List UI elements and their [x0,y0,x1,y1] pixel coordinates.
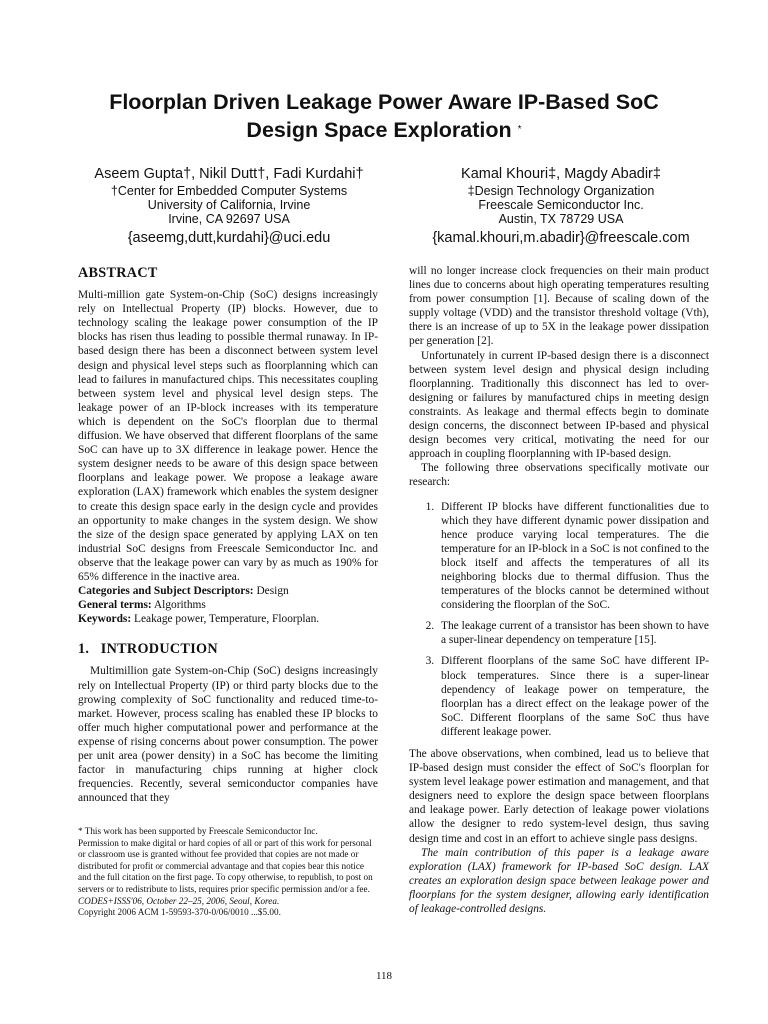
author-names: Kamal Khouri‡, Magdy Abadir‡ [461,166,661,182]
right-paragraph-5: The main contribution of this paper is a leakage aware exploration (LAX) framework for IP-based SoC design. LAX creates an exploration design space between leakage power and floorplans for the system designer, allowing early identification of leakage-controlled designs. [409,846,709,916]
permission-notice: Permission to make digital or hard copies of all or part of this work for personal or classroom use is granted without fee provided that copies are not made or distributed for profit or commercial advantage and that copies bear this notice and the full citation on the first page. To copy otherwise, to republish, to post on servers or to redistribute to lists, requires prior specific permission and/or a fee. [78,837,373,894]
general-terms-value: Algorithms [153,599,206,612]
title-line-2 [60,116,708,144]
copyright-line: Copyright 2006 ACM 1-59593-370-0/06/0010 ...$5.00. [78,907,281,918]
page-number: 118 [375,970,393,982]
affiliation-line: ‡Design Technology Organization [467,184,655,198]
title-line-2-text: Design Space Exploration [246,118,512,142]
keywords-label: Keywords: [78,613,132,626]
paper-title [60,88,708,144]
affiliation-line: Freescale Semiconductor Inc. [478,198,644,212]
venue-line: CODES+ISSS'06, October 22–25, 2006, Seoul, Korea. [78,895,280,906]
right-paragraph-4: The above observations, when combined, lead us to believe that IP-based design must consider the effect of SoC's floorplan for system level leakage power estimation and management, and that designers need to explore the design space between floorplans and leakage power. Early detection of leakage power violations allow the designer to redo system-level design, thus saving design time and cost in an effort to achieve single pass designs. [409,748,709,845]
author-email: {kamal.khouri,m.abadir}@freescale.com [432,230,690,246]
title-line-1: Floorplan Driven Leakage Power Aware IP-Based SoC [109,90,659,114]
list-item: 3. Different floorplans of the same SoC have different IP-block temperatures. Since there is a super-linear dependency of leakage power on temperature, the floorplan has a direct effect on the leakage power of the SoC. Different floorplans of the same SoC thus have different leakage power. [437,654,709,739]
general-terms-label: General terms: [78,599,152,612]
categories-label: Categories and Subject Descriptors: [78,585,254,598]
abstract-text: Multi-million gate System-on-Chip (SoC) designs increasingly rely on Intellectual Property (IP) blocks. However, due to technology scaling the leakage power consumption of the IP blocks has risen thus leading to possible thermal runaway. In IP-based design there has been a disconnect between system level design and physical level steps such as floorplanning which can lead to failures in manufactured chips. This necessitates coupling between system level and physical level design steps. The leakage power of an IP-block increases with its temperature which is dependent on the SoC's floorplan due to thermal diffusion. We have observed that different floorplans of the same SoC can have up to 3X difference in leakage power. Hence the system designer needs to be aware of this design space between floorplans and leakage power. We propose a leakage aware exploration (LAX) framework which enables the system designer to create this design space early in the design cycle and provides an opportunity to make changes in the system design. We show the size of the design space generated by applying LAX on ten industrial SoC designs from Freescale Semiconductor Inc. and observe that the leakage power can vary by as much as 190% for 65% difference in the inactive area. [78,289,378,583]
title-footnote-mark: * [517,124,522,135]
left-column [78,264,378,805]
footnote-block [78,826,378,919]
abstract-heading: ABSTRACT [78,265,158,281]
general-terms-line [78,598,378,612]
right-paragraph-1: will no longer increase clock frequencies on their main product lines due to concerns about high operating temperatures resulting from power consumption [1]. Because of scaling down of the supply voltage (VDD) and the transistor threshold voltage (Vth), there is an increase of up to 5X in the leakage power dissipation per generation [2]. [409,265,709,348]
keywords-line [78,612,378,626]
author-block-freescale [392,164,730,248]
affiliation-line: †Center for Embedded Computer Systems [110,184,348,198]
observations-list [409,500,709,740]
author-names: Aseem Gupta†, Nikil Dutt†, Fadi Kurdahi† [94,166,364,182]
right-paragraph-2: Unfortunately in current IP-based design there is a disconnect between system level design and physical design including floorplanning. Traditionally this disconnect has led to over-designing or failures by manufactured chips in meeting design constraints. As leakage and thermal effects begin to dominate design concerns, the disconnect between IP-based and physical design becomes very critical, motivating the need for our approach in coupling floorplanning with IP-based design. [409,349,709,461]
funding-note: * This work has been supported by Freescale Semiconductor Inc. [78,826,318,836]
keywords-value: Leakage power, Temperature, Floorplan. [134,613,320,626]
author-email: {aseemg,dutt,kurdahi}@uci.edu [127,230,331,246]
author-block-uci [60,164,398,248]
right-paragraph-3: The following three observations specifically motivate our research: [409,462,709,489]
introduction-heading: 1. INTRODUCTION [78,641,218,658]
affiliation-line: Austin, TX 78729 USA [498,212,624,226]
introduction-paragraph: Multimillion gate System-on-Chip (SoC) designs increasingly rely on Intellectual Property (IP) or third party blocks due to the growing complexity of SoC functionality and reduced time-to-market. However, process scaling has enabled these IP blocks to offer much higher computational power and performance at the expense of rising concerns about power consumption. The power per unit area (power density) in a SoC has become the limiting factor in manufacturing chips running at higher clock frequencies. Recently, several semiconductor companies have announced that they [78,665,378,805]
affiliation-line: University of California, Irvine [147,198,311,212]
right-column [409,264,709,916]
list-item: 2. The leakage current of a transistor has been shown to have a super-linear dependency on temperature [15]. [437,619,709,647]
affiliation-line: Irvine, CA 92697 USA [168,212,290,226]
categories-line [78,584,378,598]
list-item: 1. Different IP blocks have different functionalities due to which they have different dynamic power dissipation and hence produce varying local temperatures. The die temperature for an IP-block in a SoC is not confined to the block itself and affects the temperatures of all its neighboring blocks due to thermal diffusion. Thus the temperatures of the blocks cannot be determined without considering the floorplan of the SoC. [437,500,709,613]
categories-value: Design [256,585,289,598]
